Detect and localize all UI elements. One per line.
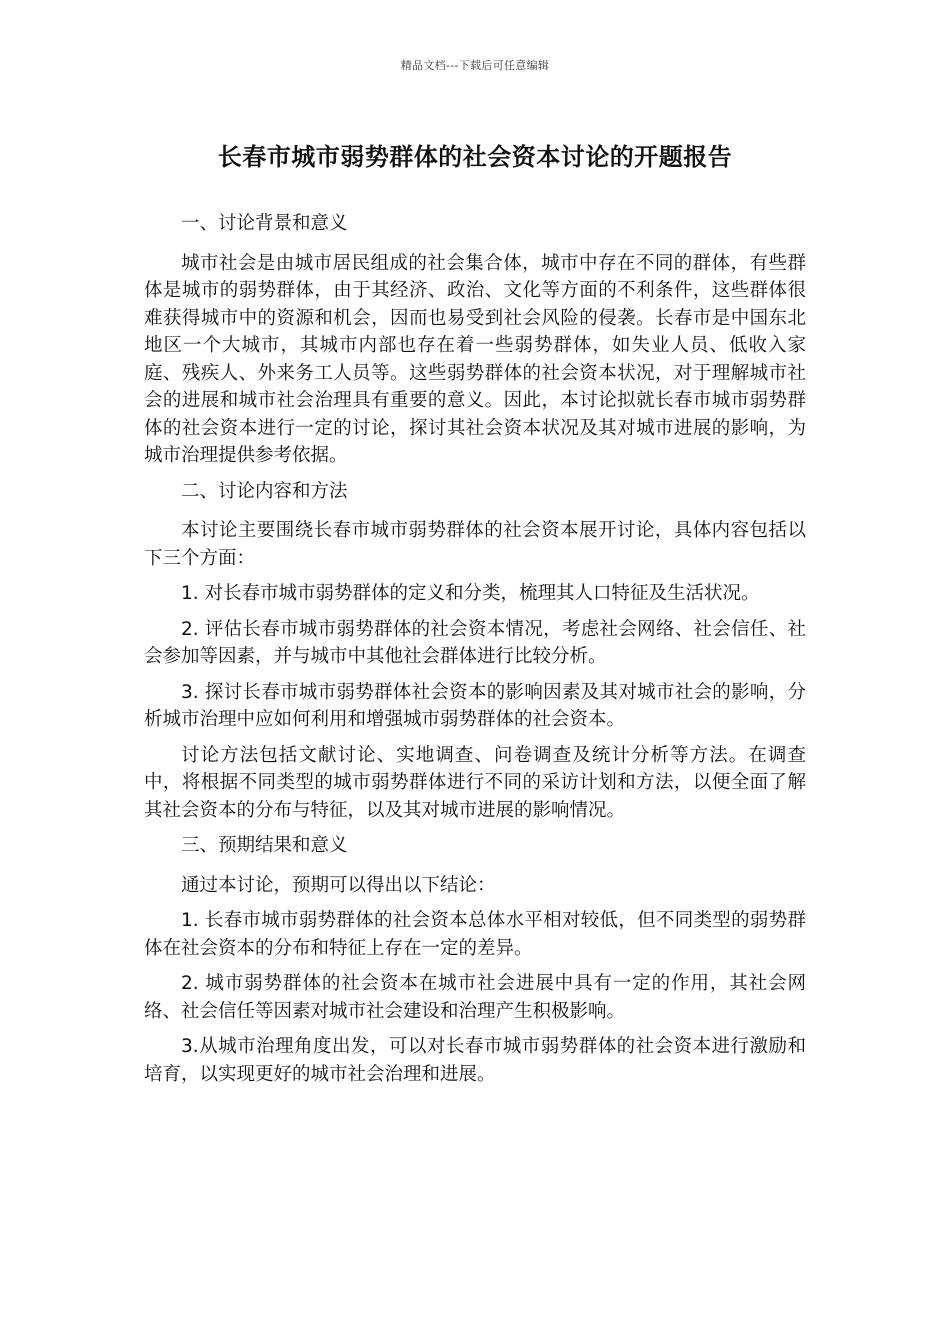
section-2-intro: 本讨论主要围绕长春市城市弱势群体的社会资本展开讨论，具体内容包括以下三个方面： xyxy=(144,520,806,569)
section-3-item-2: 2. 城市弱势群体的社会资本在城市社会进展中具有一定的作用，其社会网络、社会信任等因素对城市社会建设和治理产生积极影响。 xyxy=(144,973,806,1022)
document-title: 长春市城市弱势群体的社会资本讨论的开题报告 xyxy=(217,143,733,171)
section-2-item-2: 2. 评估长春市城市弱势群体的社会资本情况，考虑社会网络、社会信任、社会参加等因素，并与城市中其他社会群体进行比较分析。 xyxy=(144,618,806,667)
document-body xyxy=(144,210,806,1096)
section-1-paragraph: 城市社会是由城市居民组成的社会集合体，城市中存在不同的群体，有些群体是城市的弱势群体，由于其经济、政治、文化等方面的不利条件，这些群体很难获得城市中的资源和机会，因而也易受到社会风险的侵袭。长春市是中国东北地区一个大城市，其城市内部也存在着一些弱势群体，如失业人员、低收入家庭、残疾人、外来务工人员等。这些弱势群体的社会资本状况，对于理解城市社会的进展和城市社会治理具有重要的意义。因此，本讨论拟就长春市城市弱势群体的社会资本进行一定的讨论，探讨其社会资本状况及其对城市进展的影响，为城市治理提供参考依据。 xyxy=(144,252,806,466)
section-2-item-1: 1. 对长春市城市弱势群体的定义和分类，梳理其人口特征及生活状况。 xyxy=(181,583,760,604)
section-3-intro: 通过本讨论，预期可以得出以下结论： xyxy=(181,874,496,896)
section-2-method: 讨论方法包括文献讨论、实地调查、问卷调查及统计分析等方法。在调查中，将根据不同类型的城市弱势群体进行不同的采访计划和方法，以便全面了解其社会资本的分布与特征，以及其对城市进展的影响情况。 xyxy=(144,744,806,821)
section-3-heading: 三、预期结果和意义 xyxy=(181,835,348,856)
section-2-heading: 二、讨论内容和方法 xyxy=(181,480,348,502)
section-3-item-3: 3.从城市治理角度出发，可以对长春市城市弱势群体的社会资本进行激励和培育，以实现更好的城市社会治理和进展。 xyxy=(144,1036,806,1085)
section-3-item-1: 1. 长春市城市弱势群体的社会资本总体水平相对较低，但不同类型的弱势群体在社会资本的分布和特征上存在一定的差异。 xyxy=(144,910,806,959)
section-2-item-3: 3. 探讨长春市城市弱势群体社会资本的影响因素及其对城市社会的影响，分析城市治理中应如何利用和增强城市弱势群体的社会资本。 xyxy=(144,681,806,730)
section-1-heading: 一、讨论背景和意义 xyxy=(181,213,348,234)
page-header-note: 精品文档---下载后可任意编辑 xyxy=(400,59,550,72)
